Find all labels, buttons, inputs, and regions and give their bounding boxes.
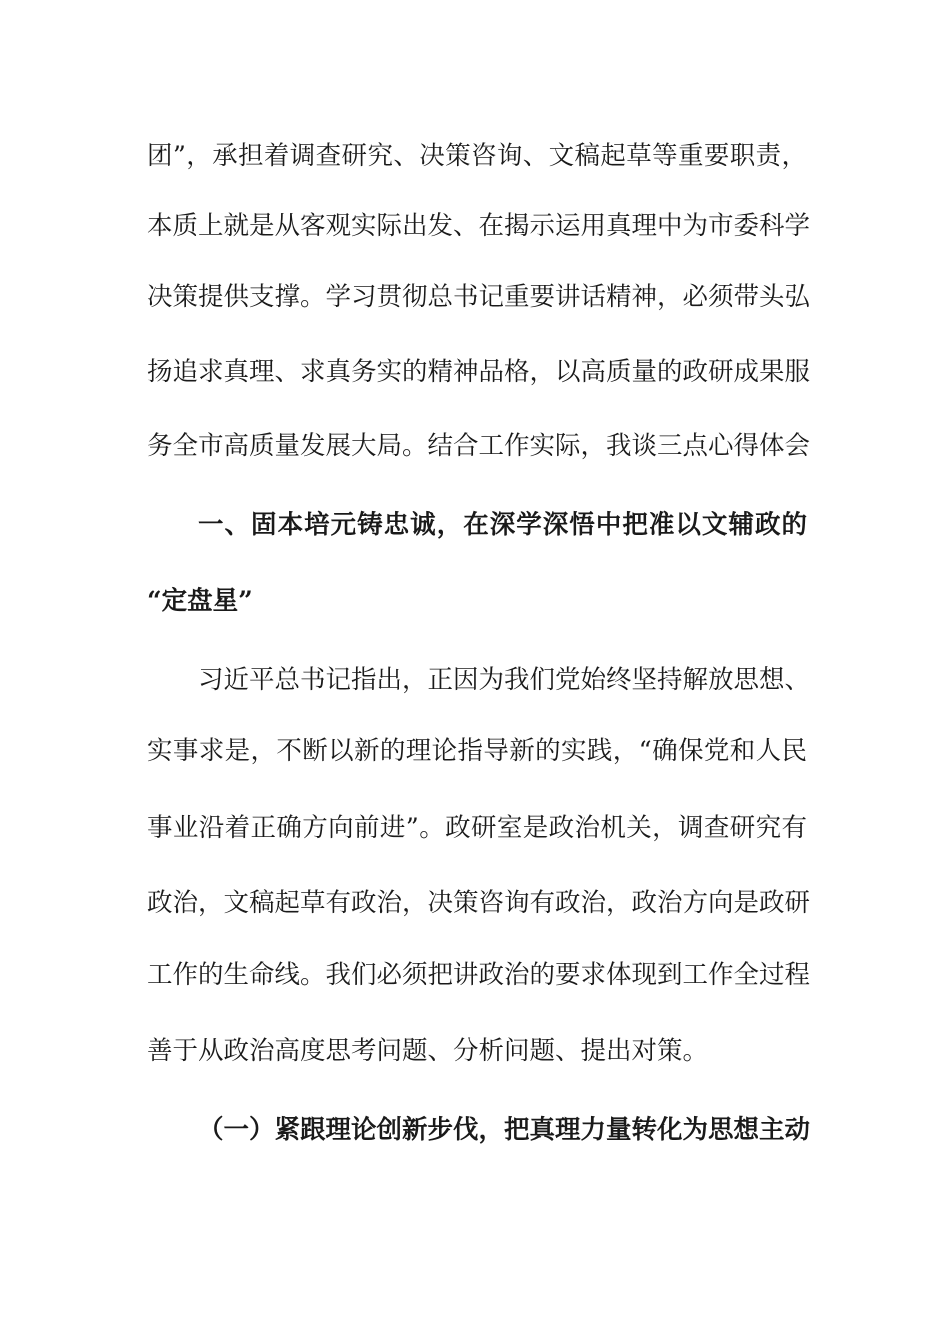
paragraph-line: 事业沿着正确方向前进”。政研室是政治机关，调查研究有 [147,813,807,843]
paragraph-line: 工作的生命线。我们必须把讲政治的要求体现到工作全过程 [147,960,811,990]
section-heading: 一、固本培元铸忠诚，在深学深悟中把准以文辅政的 [198,510,807,540]
paragraph-line: 本质上就是从客观实际出发、在揭示运用真理中为市委科学 [147,211,811,241]
paragraph-line: 务全市高质量发展大局。结合工作实际，我谈三点心得体会 [147,431,811,461]
section-heading-continuation: “定盘星” [147,586,253,616]
paragraph-line: 善于从政治高度思考问题、分析问题、提出对策。 [147,1036,709,1066]
subsection-heading: （一）紧跟理论创新步伐，把真理力量转化为思想主动 [198,1115,811,1145]
paragraph-line: 团”，承担着调查研究、决策咨询、文稿起草等重要职责， [147,141,807,171]
paragraph-line: 决策提供支撑。学习贯彻总书记重要讲话精神，必须带头弘 [147,282,811,312]
paragraph-line: 实事求是，不断以新的理论指导新的实践，“确保党和人民 [147,736,807,766]
paragraph-line: 习近平总书记指出，正因为我们党始终坚持解放思想、 [198,665,811,695]
paragraph-line: 政治，文稿起草有政治，决策咨询有政治，政治方向是政研 [147,888,811,918]
paragraph-line: 扬追求真理、求真务实的精神品格，以高质量的政研成果服 [147,357,811,387]
